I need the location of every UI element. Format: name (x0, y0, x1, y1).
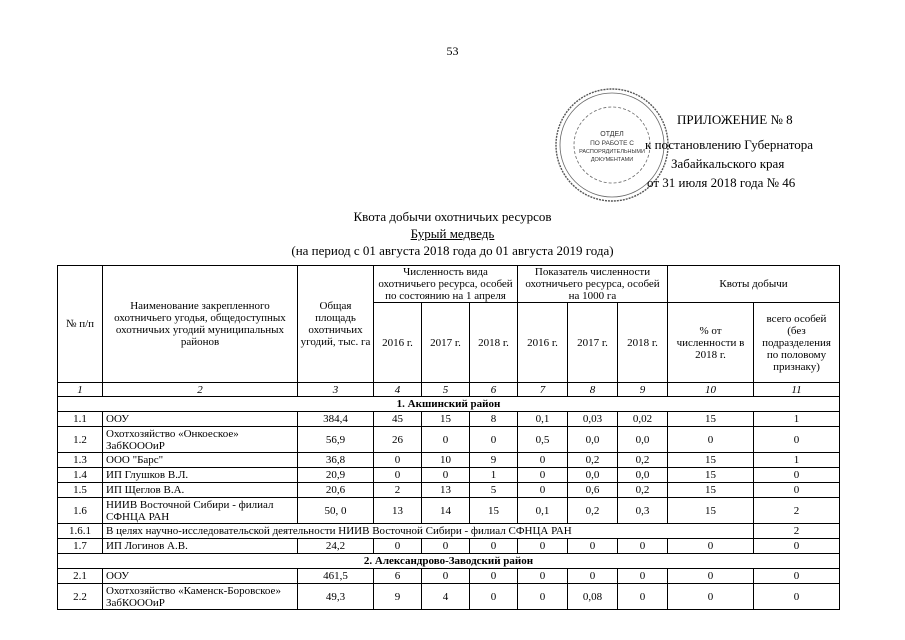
header-pop-2018: 2018 г. (470, 303, 518, 383)
cell-d2016: 0,5 (518, 427, 568, 453)
table-row (58, 468, 840, 483)
cell-p2017: 14 (422, 498, 470, 524)
column-number: 9 (618, 383, 668, 397)
cell-percent: 0 (668, 427, 754, 453)
header-density: Показатель численности охотничьего ресурса, особей на 1000 га (518, 266, 668, 303)
period-line: (на период с 01 августа 2018 года до 01 августа 2019 года) (291, 243, 614, 258)
section-row (58, 397, 840, 412)
table-row (58, 412, 840, 427)
header-percent: % от численности в 2018 г. (668, 303, 754, 383)
header-pop-2017: 2017 г. (422, 303, 470, 383)
cell-name: ИП Логинов А.В. (103, 539, 298, 554)
cell-p2018: 0 (470, 569, 518, 584)
cell-area: 20,9 (298, 468, 374, 483)
header-den-2018: 2018 г. (618, 303, 668, 383)
cell-p2018: 15 (470, 498, 518, 524)
cell-d2017: 0,03 (568, 412, 618, 427)
cell-p2017: 0 (422, 468, 470, 483)
cell-p2017: 13 (422, 483, 470, 498)
cell-d2016: 0,1 (518, 498, 568, 524)
column-number: 2 (103, 383, 298, 397)
cell-d2018: 0 (618, 569, 668, 584)
section-title: 2. Александрово-Заводский район (58, 554, 840, 569)
cell-percent: 0 (668, 539, 754, 554)
cell-name: Охотхозяйство «Онкоеское» ЗабКОООиР (103, 427, 298, 453)
cell-p2016: 13 (374, 498, 422, 524)
cell-d2018: 0,02 (618, 412, 668, 427)
cell-d2018: 0,0 (618, 468, 668, 483)
appendix-date: от 31 июля 2018 года № 46 (647, 175, 796, 190)
cell-d2016: 0 (518, 468, 568, 483)
cell-percent: 0 (668, 584, 754, 610)
species-name: Бурый медведь (410, 226, 495, 241)
cell-percent: 15 (668, 483, 754, 498)
cell-area: 20,6 (298, 483, 374, 498)
cell-total: 0 (754, 569, 840, 584)
document-title (0, 208, 905, 259)
cell-p2018: 0 (470, 427, 518, 453)
cell-p2016: 0 (374, 539, 422, 554)
cell-total: 1 (754, 412, 840, 427)
column-number: 5 (422, 383, 470, 397)
cell-area: 36,8 (298, 453, 374, 468)
stamp-line-1: ОТДЕЛ (600, 131, 624, 138)
cell-area: 461,5 (298, 569, 374, 584)
cell-percent: 15 (668, 468, 754, 483)
header-pop-2016: 2016 г. (374, 303, 422, 383)
header-total: всего особей (без подразделения по половому признаку) (754, 303, 840, 383)
note-row (58, 524, 840, 539)
appendix-region: Забайкальского края (671, 156, 785, 171)
cell-area: 24,2 (298, 539, 374, 554)
header-quotas: Квоты добычи (668, 266, 840, 303)
cell-area: 50, 0 (298, 498, 374, 524)
cell-p2018: 0 (470, 539, 518, 554)
column-number: 8 (568, 383, 618, 397)
cell-d2018: 0,2 (618, 483, 668, 498)
table-row (58, 427, 840, 453)
cell-d2018: 0 (618, 584, 668, 610)
quota-table (57, 265, 840, 610)
column-number: 6 (470, 383, 518, 397)
cell-p2018: 5 (470, 483, 518, 498)
cell-name: ООУ (103, 569, 298, 584)
cell-p2017: 4 (422, 584, 470, 610)
cell-p2018: 8 (470, 412, 518, 427)
cell-d2017: 0,2 (568, 453, 618, 468)
cell-d2016: 0 (518, 453, 568, 468)
cell-num: 1.2 (58, 427, 103, 453)
cell-num: 1.7 (58, 539, 103, 554)
section-row (58, 554, 840, 569)
column-number: 1 (58, 383, 103, 397)
stamp-line-3: РАСПОРЯДИТЕЛЬНЫМИ (579, 149, 645, 155)
column-number: 11 (754, 383, 840, 397)
header-den-2017: 2017 г. (568, 303, 618, 383)
cell-d2017: 0 (568, 569, 618, 584)
cell-total: 0 (754, 427, 840, 453)
cell-p2017: 15 (422, 412, 470, 427)
table-row (58, 539, 840, 554)
page-number: 53 (446, 44, 459, 58)
cell-name: ООУ (103, 412, 298, 427)
cell-name: НИИВ Восточной Сибири - филиал СФНЦА РАН (103, 498, 298, 524)
cell-p2016: 0 (374, 453, 422, 468)
column-number-row (58, 383, 840, 397)
cell-d2017: 0 (568, 539, 618, 554)
cell-total: 0 (754, 539, 840, 554)
cell-p2017: 0 (422, 427, 470, 453)
cell-d2016: 0 (518, 483, 568, 498)
cell-total: 0 (754, 468, 840, 483)
cell-num: 1.5 (58, 483, 103, 498)
cell-num: 1.6 (58, 498, 103, 524)
appendix-header (645, 110, 885, 192)
column-number: 4 (374, 383, 422, 397)
cell-p2016: 0 (374, 468, 422, 483)
cell-d2017: 0,6 (568, 483, 618, 498)
column-number: 7 (518, 383, 568, 397)
cell-p2018: 9 (470, 453, 518, 468)
cell-p2016: 2 (374, 483, 422, 498)
cell-d2018: 0,2 (618, 453, 668, 468)
table-row (58, 453, 840, 468)
header-num: № п/п (58, 266, 103, 383)
cell-p2018: 1 (470, 468, 518, 483)
column-number: 3 (298, 383, 374, 397)
cell-p2017: 10 (422, 453, 470, 468)
table-row (58, 584, 840, 610)
cell-p2016: 45 (374, 412, 422, 427)
cell-percent: 0 (668, 569, 754, 584)
cell-name: Охотхозяйство «Каменск-Боровское» ЗабКОООиР (103, 584, 298, 610)
cell-p2016: 26 (374, 427, 422, 453)
cell-d2017: 0,0 (568, 427, 618, 453)
cell-name: ИП Глушков В.Л. (103, 468, 298, 483)
header-area: Общая площадь охотничьих угодий, тыс. га (298, 266, 374, 383)
table-row (58, 483, 840, 498)
cell-area: 49,3 (298, 584, 374, 610)
cell-percent: 15 (668, 453, 754, 468)
table-row (58, 569, 840, 584)
cell-num: 1.3 (58, 453, 103, 468)
cell-d2018: 0,0 (618, 427, 668, 453)
cell-p2017: 0 (422, 539, 470, 554)
cell-d2016: 0 (518, 569, 568, 584)
appendix-decree: к постановлению Губернатора (645, 137, 814, 152)
cell-d2016: 0 (518, 584, 568, 610)
table-row (58, 498, 840, 524)
cell-p2016: 9 (374, 584, 422, 610)
header-den-2016: 2016 г. (518, 303, 568, 383)
cell-d2017: 0,2 (568, 498, 618, 524)
header-name: Наименование закрепленного охотничьего угодья, общедоступных охотничьих угодий муниципальных районов (103, 266, 298, 383)
cell-num: 1.6.1 (58, 524, 103, 539)
cell-num: 2.2 (58, 584, 103, 610)
cell-percent: 15 (668, 412, 754, 427)
stamp-line-2: ПО РАБОТЕ С (590, 140, 634, 147)
cell-p2016: 6 (374, 569, 422, 584)
cell-d2017: 0,0 (568, 468, 618, 483)
cell-d2017: 0,08 (568, 584, 618, 610)
cell-name: ООО "Барс" (103, 453, 298, 468)
cell-num: 1.4 (58, 468, 103, 483)
cell-total: 0 (754, 483, 840, 498)
cell-percent: 15 (668, 498, 754, 524)
cell-area: 384,4 (298, 412, 374, 427)
cell-d2018: 0 (618, 539, 668, 554)
note-text: В целях научно-исследовательской деятельности НИИВ Восточной Сибири - филиал СФНЦА РАН (103, 524, 754, 539)
appendix-title: ПРИЛОЖЕНИЕ № 8 (677, 112, 793, 127)
cell-num: 2.1 (58, 569, 103, 584)
cell-total: 2 (754, 498, 840, 524)
cell-d2016: 0 (518, 539, 568, 554)
cell-total: 0 (754, 584, 840, 610)
cell-p2017: 0 (422, 569, 470, 584)
stamp-line-4: ДОКУМЕНТАМИ (590, 157, 634, 163)
cell-p2018: 0 (470, 584, 518, 610)
column-number: 10 (668, 383, 754, 397)
cell-total: 1 (754, 453, 840, 468)
title-line: Квота добычи охотничьих ресурсов (353, 209, 552, 224)
cell-area: 56,9 (298, 427, 374, 453)
cell-d2016: 0,1 (518, 412, 568, 427)
cell-d2018: 0,3 (618, 498, 668, 524)
cell-num: 1.1 (58, 412, 103, 427)
cell-total: 2 (754, 524, 840, 539)
section-title: 1. Акшинский район (58, 397, 840, 412)
header-population: Численность вида охотничьего ресурса, особей по состоянию на 1 апреля (374, 266, 518, 303)
cell-name: ИП Щеглов В.А. (103, 483, 298, 498)
